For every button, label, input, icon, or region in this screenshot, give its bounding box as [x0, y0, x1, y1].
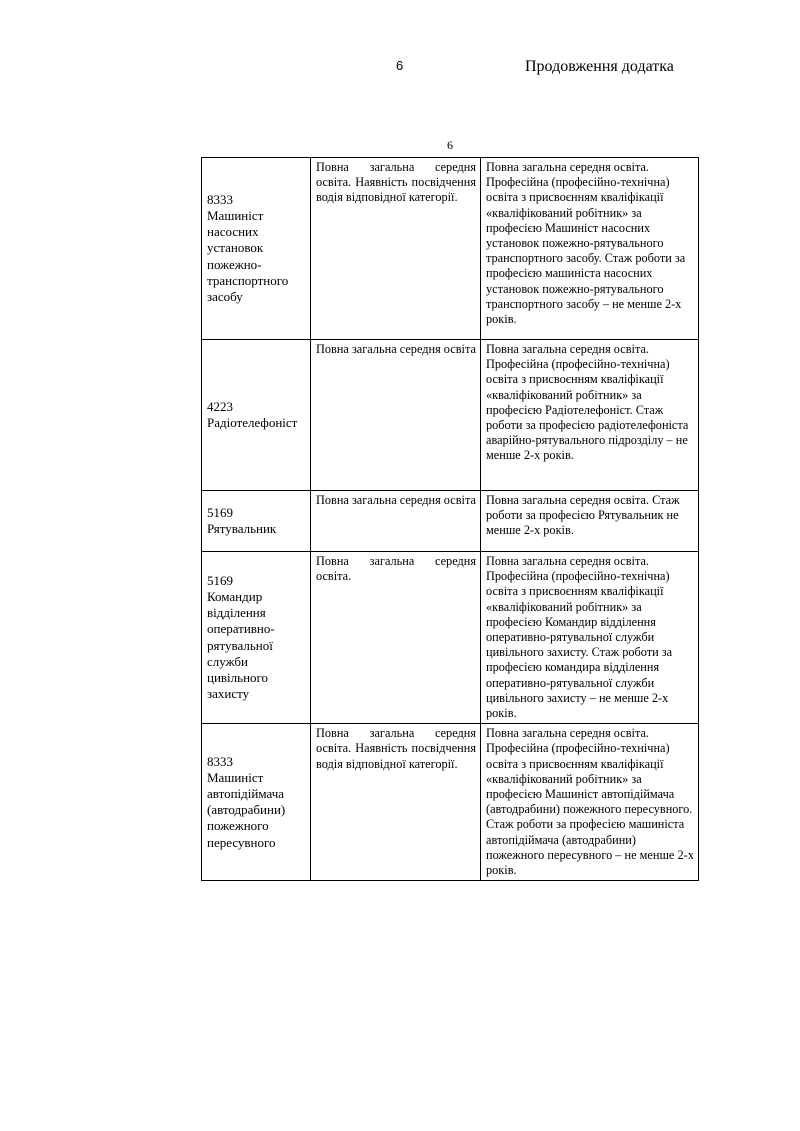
table-row [202, 491, 699, 552]
profession-name: Командир відділення оперативно-рятувальної служби цивільного захисту [207, 589, 275, 702]
page-number: 6 [396, 58, 404, 73]
profession-cell [202, 491, 311, 552]
profession-cell [202, 552, 311, 724]
requirements-cell: Повна загальна середня освіта. Професійна (професійно-технічна) освіта з присвоєнням кваліфікації «кваліфікований робітник» за професією Машиніст насосних установок пожежно-рятувального транспортного засобу. Стаж роботи за професією машиніста насосних установок пожежно-рятувального транспортного засобу – не менше 2-х років. [481, 158, 699, 340]
profession-cell [202, 158, 311, 340]
table-page-number: 6 [447, 138, 453, 152]
education-cell: Повна загальна середня освіта [311, 491, 481, 552]
education-cell: Повна загальна середня освіта [311, 340, 481, 491]
education-cell: Повна загальна середня освіта. [311, 552, 481, 724]
profession-code: 5169 [207, 572, 233, 588]
profession-name: Машиніст насосних установок пожежно-транспортного засобу [207, 207, 289, 304]
requirements-cell: Повна загальна середня освіта. Стаж роботи за професією Рятувальник не менше 2-х років. [481, 491, 699, 552]
profession-cell [202, 340, 311, 491]
profession-name: Машиніст автопідіймача (автодрабини) пожежного пересувного [207, 769, 286, 850]
table-row [202, 724, 699, 881]
table-row [202, 158, 699, 340]
professions-table [201, 157, 699, 881]
profession-cell [202, 724, 311, 881]
profession-name: Рятувальник [207, 521, 277, 536]
profession-name: Радіотелефоніст [207, 415, 298, 430]
requirements-cell: Повна загальна середня освіта. Професійна (професійно-технічна) освіта з присвоєнням кваліфікації «кваліфікований робітник» за професією Радіотелефоніст. Стаж роботи за професією радіотелефоніста аварійно-рятувального підрозділу – не менше 2-х років. [481, 340, 699, 491]
requirements-cell: Повна загальна середня освіта. Професійна (професійно-технічна) освіта з присвоєнням кваліфікації «кваліфікований робітник» за професією Машиніст автопідіймача (автодрабини) пожежного пересувного. Стаж роботи за професією машиніста автопідіймача (автодрабини) пожежного пересувного – не менше 2-х років. [481, 724, 699, 881]
continuation-title: Продовження додатка [525, 58, 674, 75]
requirements-cell: Повна загальна середня освіта. Професійна (професійно-технічна) освіта з присвоєнням кваліфікації «кваліфікований робітник» за професією Командир відділення оперативно-рятувальної служби цивільного захисту. Стаж роботи за професією командира відділення оперативно-рятувальної служби цивільного захисту – не менше 2-х років. [481, 552, 699, 724]
table-row [202, 552, 699, 724]
profession-code: 8333 [207, 753, 233, 769]
table-row [202, 340, 699, 491]
profession-code: 4223 [207, 398, 233, 414]
education-cell: Повна загальна середня освіта. Наявність посвідчення водія відповідної категорії. [311, 158, 481, 340]
profession-code: 5169 [207, 504, 233, 520]
education-cell: Повна загальна середня освіта. Наявність посвідчення водія відповідної категорії. [311, 724, 481, 881]
profession-code: 8333 [207, 191, 233, 207]
